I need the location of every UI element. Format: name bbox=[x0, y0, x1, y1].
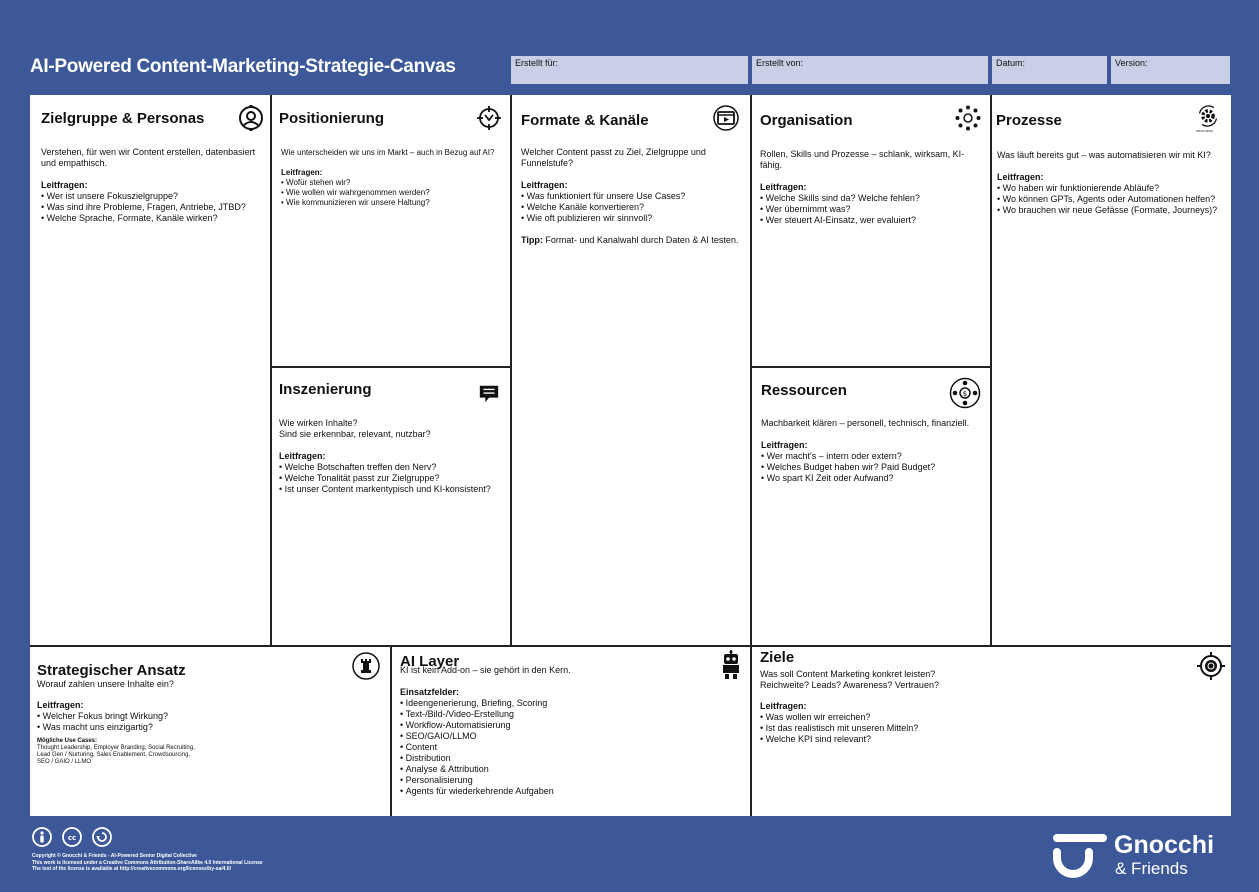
target-arrow-icon bbox=[476, 105, 502, 131]
einsatzfelder-label: Einsatzfelder: bbox=[400, 687, 460, 697]
leitfragen-label: Leitfragen: bbox=[761, 440, 808, 450]
license-line: The text of the license is available at http://creativecommons.org/licenses/by-sa/4.0/ bbox=[32, 866, 231, 872]
gear-icon bbox=[1197, 105, 1219, 127]
cell-positionierung[interactable] bbox=[270, 95, 510, 366]
cell-intro: KI ist kein Add-on – sie gehört in den Kern. bbox=[400, 665, 571, 675]
leitfragen-label: Leitfragen: bbox=[997, 172, 1044, 182]
canvas-board bbox=[30, 95, 1231, 816]
use-cases-line: SEO / GAIO / LLMO bbox=[37, 759, 92, 765]
question-item: • Welche Botschaften treffen den Nerv? bbox=[279, 462, 504, 473]
list-item: • SEO/GAIO/LLMO bbox=[400, 731, 720, 742]
cell-title: Ressourcen bbox=[761, 382, 847, 399]
question-item: • Was sind ihre Probleme, Fragen, Antriebe, JTBD? bbox=[41, 202, 261, 213]
list-item: • Personalisierung bbox=[400, 775, 720, 786]
question-item: • Wofür stehen wir? bbox=[281, 178, 503, 188]
svg-text:cc: cc bbox=[67, 834, 77, 842]
cell-title: Organisation bbox=[760, 112, 853, 129]
question-item: • Welche KPI sind relevant? bbox=[760, 734, 1160, 745]
cell-title: AI Layer bbox=[400, 653, 460, 670]
cell-prozesse[interactable] bbox=[990, 95, 1231, 645]
cell-intro: Welcher Content passt zu Ziel, Zielgruppe und Funnelstufe? bbox=[521, 147, 706, 168]
question-item: • Wer steuert AI-Einsatz, wer evaluiert? bbox=[760, 215, 980, 226]
cell-title: Strategischer Ansatz bbox=[37, 662, 186, 679]
persona-icon bbox=[238, 105, 264, 131]
use-cases-label: Mögliche Use Cases: bbox=[37, 738, 98, 744]
cell-ziele[interactable] bbox=[751, 646, 1231, 816]
tip-text: Format- und Kanalwahl durch Daten & AI testen. bbox=[545, 235, 739, 245]
list-item: • Agents für wiederkehrende Aufgaben bbox=[400, 786, 720, 797]
field-datum[interactable] bbox=[992, 56, 1107, 84]
field-label: Erstellt für: bbox=[515, 58, 559, 68]
license-line: This work is licensed under a Creative Commons Attribution-ShareAlike 4.0 International License bbox=[32, 859, 263, 866]
cell-inszenierung[interactable] bbox=[270, 367, 510, 645]
cc-by-icon bbox=[32, 827, 52, 847]
question-item: • Ist das realistisch mit unseren Mitteln? bbox=[760, 723, 1160, 734]
question-item: • Welches Budget haben wir? Paid Budget? bbox=[761, 462, 981, 473]
cell-organisation[interactable] bbox=[750, 95, 990, 366]
list-item: • Analyse & Attribution bbox=[400, 764, 720, 775]
question-item: • Wer ist unsere Fokuszielgruppe? bbox=[41, 191, 261, 202]
cell-intro: Was soll Content Marketing konkret leisten? bbox=[760, 669, 936, 679]
question-item: • Ist unser Content markentypisch und KI-konsistent? bbox=[279, 484, 504, 495]
cell-title: Inszenierung bbox=[279, 381, 372, 398]
field-erstellt-von[interactable] bbox=[752, 56, 988, 84]
question-item: • Welche Kanäle konvertieren? bbox=[521, 202, 743, 213]
leitfragen-label: Leitfragen: bbox=[279, 451, 326, 461]
cell-title: Prozesse bbox=[996, 112, 1062, 129]
video-play-icon bbox=[713, 105, 739, 131]
cell-ai-layer[interactable] bbox=[391, 646, 750, 816]
question-item: • Wo können GPTs, Agents oder Automationen helfen? bbox=[997, 194, 1229, 205]
cell-title: Zielgruppe & Personas bbox=[41, 110, 205, 127]
question-item: • Welche Skills sind da? Welche fehlen? bbox=[760, 193, 980, 204]
cell-intro: Was läuft bereits gut – was automatisieren wir mit KI? bbox=[997, 150, 1211, 160]
cell-formate-kanaele[interactable] bbox=[510, 95, 750, 645]
resources-cycle-icon bbox=[949, 377, 981, 409]
use-cases-line: Lead Gen / Nurturing, Sales Enablement, Crowdsourcing, bbox=[37, 752, 191, 758]
field-erstellt-fuer[interactable] bbox=[511, 56, 748, 84]
leitfragen-label: Leitfragen: bbox=[521, 180, 568, 190]
list-item: • Workflow-Automatisierung bbox=[400, 720, 720, 731]
cell-intro: Wie unterscheiden wir uns im Markt – auch in Bezug auf AI? bbox=[281, 148, 495, 157]
question-item: • Wo spart KI Zeit oder Aufwand? bbox=[761, 473, 981, 484]
network-icon bbox=[955, 105, 981, 131]
target-icon bbox=[1197, 652, 1225, 680]
leitfragen-label: Leitfragen: bbox=[760, 182, 807, 192]
brand-name: Gnocchi bbox=[1114, 831, 1215, 859]
license-text bbox=[32, 853, 263, 873]
leitfragen-label: Leitfragen: bbox=[281, 168, 323, 177]
license-line: Copyright © Gnocchi & Friends - AI-Powered Senior Digital Collective bbox=[32, 853, 197, 859]
cell-intro: Worauf zahlen unsere Inhalte ein? bbox=[37, 679, 174, 689]
cell-intro: Machbarkeit klären – personell, technisch, finanziell. bbox=[761, 418, 970, 428]
cell-ressourcen[interactable] bbox=[750, 367, 990, 645]
question-item: • Was wollen wir erreichen? bbox=[760, 712, 1160, 723]
cell-title: Ziele bbox=[760, 649, 795, 666]
question-item: • Wie wollen wir wahrgenommen werden? bbox=[281, 188, 503, 198]
question-item: • Wie kommunizieren wir unsere Haltung? bbox=[281, 198, 503, 208]
list-item: • Ideengenerierung, Briefing, Scoring bbox=[400, 698, 720, 709]
chess-rook-icon bbox=[352, 652, 380, 680]
brand-subline: & Friends bbox=[1115, 859, 1188, 878]
gnocchi-logo-icon bbox=[1051, 832, 1109, 878]
question-item: • Welche Sprache, Formate, Kanäle wirken? bbox=[41, 213, 261, 224]
cell-title: Positionierung bbox=[279, 110, 384, 127]
question-item: • Wer macht's – intern oder extern? bbox=[761, 451, 981, 462]
list-item: • Text-/Bild-/Video-Erstellung bbox=[400, 709, 720, 720]
question-item: • Wo haben wir funktionierende Abläufe? bbox=[997, 183, 1229, 194]
leitfragen-label: Leitfragen: bbox=[41, 180, 88, 190]
question-item: • Was macht uns einzigartig? bbox=[37, 722, 382, 733]
question-item: • Wer übernimmt was? bbox=[760, 204, 980, 215]
field-version[interactable] bbox=[1111, 56, 1230, 84]
icon-caption: PROCCESS bbox=[1196, 129, 1213, 133]
list-item: • Content bbox=[400, 742, 720, 753]
cell-intro: Reichweite? Leads? Awareness? Vertrauen? bbox=[760, 680, 939, 690]
cell-title: Formate & Kanäle bbox=[521, 112, 649, 129]
question-item: • Welcher Fokus bringt Wirkung? bbox=[37, 711, 382, 722]
field-label: Version: bbox=[1115, 58, 1148, 68]
field-label: Datum: bbox=[996, 58, 1026, 68]
cell-intro: Rollen, Skills und Prozesse – schlank, wirksam, KI-fähig. bbox=[760, 149, 965, 170]
cell-intro: Sind sie erkennbar, relevant, nutzbar? bbox=[279, 429, 431, 439]
question-item: • Welche Tonalität passt zur Zielgruppe? bbox=[279, 473, 504, 484]
leitfragen-label: Leitfragen: bbox=[37, 700, 84, 710]
use-cases-line: Thought Leadership, Employer Branding, Social Recruiting, bbox=[37, 745, 195, 751]
page-title: AI-Powered Content-Marketing-Strategie-Canvas bbox=[30, 56, 456, 77]
robot-icon bbox=[720, 650, 742, 680]
cell-zielgruppe[interactable] bbox=[30, 95, 270, 645]
tip-label: Tipp: bbox=[521, 235, 543, 245]
svg-text:$: $ bbox=[962, 390, 968, 398]
cell-intro: Wie wirken Inhalte? bbox=[279, 418, 358, 428]
chat-bubble-icon bbox=[478, 383, 500, 405]
leitfragen-label: Leitfragen: bbox=[760, 701, 807, 711]
field-label: Erstellt von: bbox=[756, 58, 804, 68]
cell-strategischer-ansatz[interactable] bbox=[30, 646, 390, 816]
question-item: • Wie oft publizieren wir sinnvoll? bbox=[521, 213, 743, 224]
cc-sa-icon bbox=[92, 827, 112, 847]
question-item: • Was funktioniert für unsere Use Cases? bbox=[521, 191, 743, 202]
cc-icon bbox=[62, 827, 82, 847]
cell-intro: Verstehen, für wen wir Content erstellen, datenbasiert und empathisch. bbox=[41, 147, 256, 168]
question-item: • Wo brauchen wir neue Gefässe (Formate, Journeys)? bbox=[997, 205, 1229, 216]
list-item: • Distribution bbox=[400, 753, 720, 764]
